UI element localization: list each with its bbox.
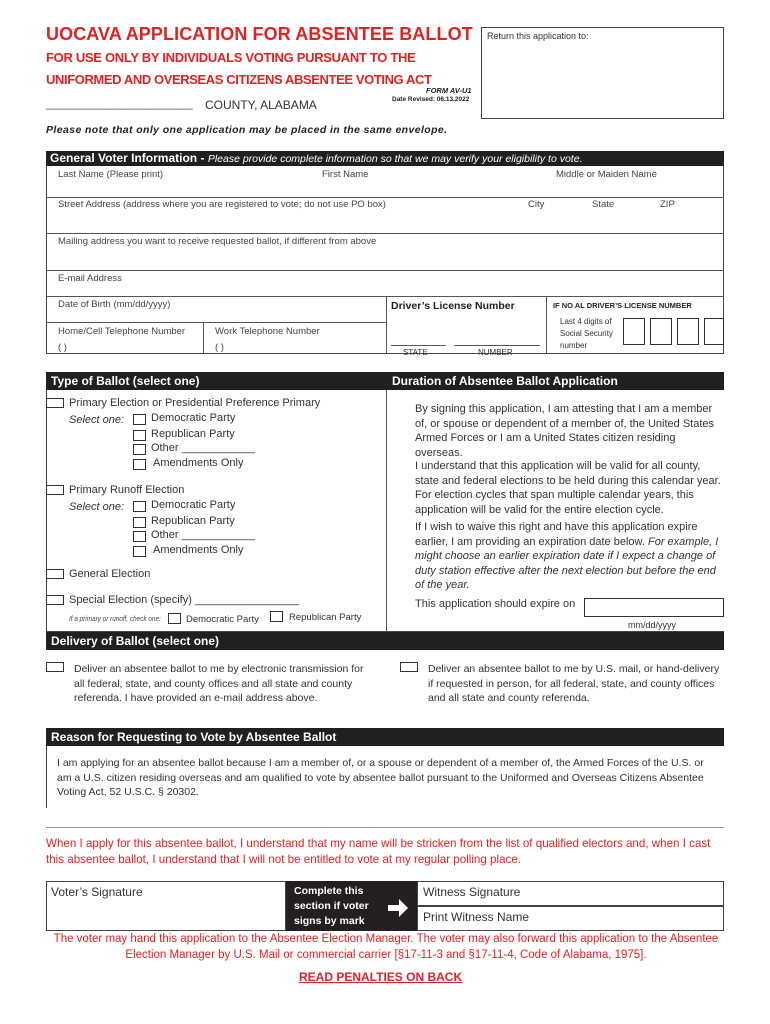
duration-header: Duration of Absentee Ballot Application [386,372,724,390]
divider [46,233,724,234]
return-address-label: Return this application to: [487,31,589,41]
primary-amendments-label: Amendments Only [153,457,244,469]
general-election-checkbox[interactable] [46,569,64,579]
type-of-ballot-header: Type of Ballot (select one) [46,372,386,390]
form-subtitle-1: FOR USE ONLY BY INDIVIDUALS VOTING PURSUANT TO THE [46,50,416,65]
mail-delivery-checkbox[interactable] [400,662,418,672]
duration-paragraph-3-example: For example, I might choose an earlier expiration date if I expect a change of duty station effective after the next election but before the end of the year. [415,535,719,591]
reason-header: Reason for Requesting to Vote by Absentee Ballot [46,728,724,746]
ssn-digit-2[interactable] [650,318,672,345]
home-phone-field[interactable]: Home/Cell Telephone Number [58,326,186,337]
expiration-date-input[interactable] [584,598,724,617]
state-field[interactable]: State [592,199,615,210]
ssn-digit-3[interactable] [677,318,699,345]
divider [46,322,386,323]
primary-other-checkbox[interactable] [133,444,146,455]
runoff-democratic-label: Democratic Party [151,499,236,511]
duration-paragraph-1: By signing this application, I am attesting that I am a member of, or spouse or dependent of a member of, the United States Armed Forces or I am a United States citizen residing overseas. [415,403,715,459]
runoff-republican-checkbox[interactable] [133,517,146,528]
duration-paragraph-3 [415,520,721,593]
electronic-delivery-checkbox[interactable] [46,662,64,672]
voter-signature-label: Voter’s Signature [51,885,143,899]
primary-democratic-checkbox[interactable] [133,414,146,425]
primary-democratic-label: Democratic Party [151,412,236,424]
if-primary-label: If a primary or runoff, check one: [69,614,161,623]
ssn-label-3: number [560,341,588,350]
date-revised: Date Revised: 06.13.2022 [392,96,470,103]
reason-text: I am applying for an absentee ballot because I am a member of, or a spouse or dependent of a member of, the Armed Forces of the U.S. or am a U.S. citizen residing overseas and am qualified to vote by absentee ballot pursuant to the Uniformed and Overseas Citizens Absentee Voting Act, 52 U.S.C. § 20302. [57,757,704,798]
divider [46,270,724,271]
home-phone-parens: ( ) [58,342,67,353]
primary-election-checkbox[interactable] [46,398,64,408]
form-title: UOCAVA APPLICATION FOR ABSENTEE BALLOT [46,24,473,44]
divider [386,296,387,354]
county-blank[interactable]: ______________________ [46,96,193,110]
electronic-delivery-label: Deliver an absentee ballot to me by electronic transmission for all federal, state, and county offices and all state and county referenda. I have provided an e-mail address above. [74,663,364,704]
witness-signature-label: Witness Signature [423,885,521,899]
first-name-field[interactable]: First Name [322,169,369,180]
warning-top-divider [46,827,724,828]
general-voter-title: General Voter Information - [50,151,208,165]
general-election-label: General Election [69,568,151,580]
mark-instruction-3: signs by mark [294,915,365,927]
divider [546,296,547,354]
primary-election-label: Primary Election or Presidential Preference Primary [69,397,321,409]
runoff-election-label: Primary Runoff Election [69,484,185,496]
runoff-democratic-checkbox[interactable] [133,501,146,512]
expire-label: This application should expire on [415,598,576,610]
runoff-amendments-label: Amendments Only [153,544,244,556]
special-election-checkbox[interactable] [46,595,64,605]
divider [46,197,724,198]
print-witness-label: Print Witness Name [423,910,530,924]
runoff-other-checkbox[interactable] [133,531,146,542]
city-field[interactable]: City [528,199,545,210]
general-voter-instructions: Please provide complete information so that we may verify your eligibility to vote. [207,153,583,165]
runoff-election-checkbox[interactable] [46,485,64,495]
divider [203,322,204,354]
divider [386,390,387,632]
email-field[interactable]: E-mail Address [58,273,122,284]
select-one-label: Select one: [69,501,125,513]
duration-paragraph-2: I understand that this application will be valid for all county, state and federal elections to be held during this calendar year. For election cycles that span multiple calendar years, this application will be valid for the entire election cycle. [415,460,721,516]
county-label: COUNTY, ALABAMA [205,98,317,112]
select-one-label: Select one: [69,414,125,426]
street-address-field[interactable]: Street Address (address where you are registered to vote; do not use PO box) [58,199,386,210]
no-license-label: IF NO AL DRIVER’S LICENSE NUMBER [553,301,692,310]
date-of-birth-field[interactable]: Date of Birth (mm/dd/yyyy) [58,299,171,310]
special-democratic-checkbox[interactable] [168,613,181,624]
ssn-label-1: Last 4 digits of [560,317,612,326]
footer-text: The voter may hand this application to the Absentee Election Manager. The voter may also forward this application to the Absentee Election Manager by U.S. Mail or commercial carrier [§17-11-3 and §17-11-4, Code of Alabama, 1975]. [53,933,719,961]
penalties-link[interactable]: READ PENALTIES ON BACK [299,970,463,984]
special-election-label[interactable]: Special Election (specify) _________________ [69,594,299,606]
special-democratic-label: Democratic Party [186,614,259,625]
zip-field[interactable]: ZIP [660,199,675,210]
envelope-note: Please note that only one application may be placed in the same envelope. [46,124,448,136]
work-phone-field[interactable]: Work Telephone Number [215,326,320,337]
middle-name-field[interactable]: Middle or Maiden Name [556,169,657,180]
primary-other-label[interactable]: Other ____________ [151,442,255,454]
license-state-label: STATE [403,348,428,357]
arrow-right-icon [386,896,410,920]
general-voter-header [46,151,724,166]
delivery-header: Delivery of Ballot (select one) [46,632,724,650]
runoff-republican-label: Republican Party [151,515,235,527]
drivers-license-label: Driver’s License Number [391,300,515,312]
mailing-address-field[interactable]: Mailing address you want to receive requested ballot, if different from above [58,236,377,247]
duration-paragraph-3-text: If I wish to waive this right and have this application expire earlier, I am providing an expiration date below. [415,521,698,548]
form-subtitle-2: UNIFORMED AND OVERSEAS CITIZENS ABSENTEE VOTING ACT [46,72,432,87]
date-format-label: mm/dd/yyyy [628,620,677,630]
license-number-label: NUMBER [478,348,513,357]
ssn-label-2: Social Security [560,329,613,338]
warning-text: When I apply for this absentee ballot, I understand that my name will be stricken from the list of qualified electors and, when I cast this absentee ballot, I understand that I will not be entitled to vote at my regular polling place. [46,837,711,866]
divider [46,296,724,297]
primary-amendments-checkbox[interactable] [133,459,146,470]
license-number-line[interactable] [454,345,540,346]
primary-republican-label: Republican Party [151,428,235,440]
mail-delivery-label: Deliver an absentee ballot to me by U.S. mail, or hand-delivery if requested in person, for all federal, state, and county offices and all state and county referenda. [428,663,720,704]
special-republican-checkbox[interactable] [270,611,283,622]
mark-instruction-1: Complete this [294,885,364,897]
ssn-digit-1[interactable] [623,318,645,345]
work-phone-parens: ( ) [215,342,224,353]
runoff-other-label[interactable]: Other ____________ [151,529,255,541]
primary-republican-checkbox[interactable] [133,430,146,441]
runoff-amendments-checkbox[interactable] [133,546,146,557]
ssn-digit-4[interactable] [704,318,724,345]
license-state-line[interactable] [391,345,446,346]
mark-instruction-2: section if voter [294,900,369,912]
form-number: FORM AV-U1 [426,86,472,95]
special-republican-label: Republican Party [289,612,362,623]
last-name-field[interactable]: Last Name (Please print) [58,169,164,180]
